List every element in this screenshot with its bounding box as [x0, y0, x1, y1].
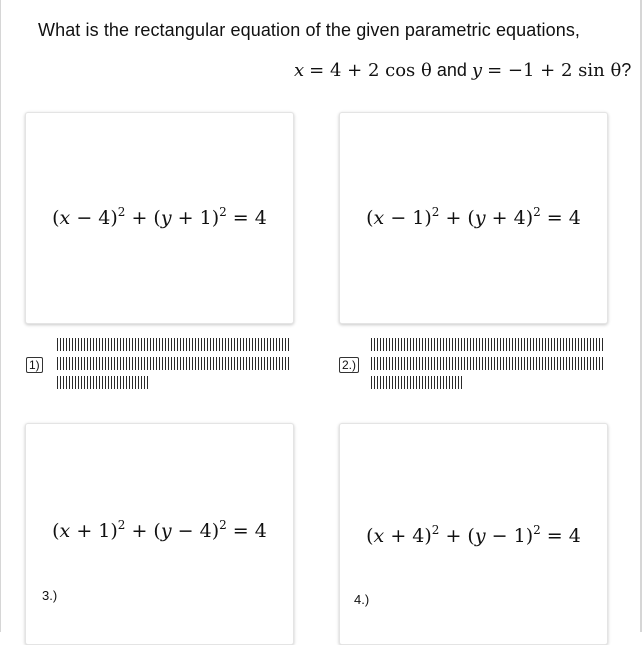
equation-sign: − — [177, 520, 194, 542]
barcode-strip — [371, 357, 604, 370]
equation-value: 4 — [98, 207, 111, 229]
equation-value: 1 — [513, 525, 526, 547]
answer-equation-1: $(x - 4)^2 + (y + 1)^2 = 4$ — [52, 205, 267, 229]
answer-card-2[interactable] — [339, 112, 608, 324]
equation-sign: + — [390, 525, 407, 547]
equation-sign: − — [390, 207, 407, 229]
equation-sign: + — [491, 207, 508, 229]
equation-value: 4 — [199, 520, 212, 542]
equation-value: 4 — [513, 207, 526, 229]
equation-value: 4 — [412, 525, 425, 547]
param-x-expression: = 4 + 2 cos θ — [309, 60, 432, 81]
question-text: What is the rectangular equation of the given parametric equations, — [38, 20, 581, 40]
barcode-strip — [57, 376, 149, 389]
equation-value: 1 — [412, 207, 425, 229]
equation-sign: − — [491, 525, 508, 547]
answer-card-4[interactable] — [339, 423, 608, 645]
equation-rhs: 4 — [254, 207, 267, 229]
equation-sign: − — [76, 207, 93, 229]
answer-equation-3: $(x + 1)^2 + (y - 4)^2 = 4$ — [52, 518, 267, 542]
answer-card-3[interactable] — [25, 423, 294, 645]
answer-card-1[interactable] — [25, 112, 294, 324]
choice-number-3: 3.) — [42, 588, 58, 603]
param-y-expression: = −1 + 2 sin θ — [487, 60, 622, 81]
equation-sign: + — [76, 520, 93, 542]
param-x-variable: x — [294, 60, 305, 81]
page-border-left — [0, 0, 1, 632]
barcode-strip — [371, 338, 604, 351]
equation-rhs: 4 — [254, 520, 267, 542]
barcode-strip — [57, 357, 290, 370]
barcode-strip — [57, 338, 290, 351]
parametric-equations — [294, 60, 631, 81]
param-y-variable: y — [471, 60, 483, 81]
choice-number-4: 4.) — [354, 592, 370, 607]
choice-number-2: 2.) — [339, 357, 359, 373]
equation-rhs: 4 — [568, 207, 581, 229]
barcode-strip — [371, 376, 463, 389]
answer-equation-2: $(x - 1)^2 + (y + 4)^2 = 4$ — [366, 205, 581, 229]
equation-rhs: 4 — [568, 525, 581, 547]
equation-value: 1 — [199, 207, 212, 229]
answer-equation-4: $(x + 4)^2 + (y - 1)^2 = 4$ — [366, 523, 581, 547]
question-mark: ? — [621, 60, 632, 80]
equation-value: 1 — [98, 520, 111, 542]
choice-number-1: 1) — [26, 357, 43, 373]
equation-sign: + — [177, 207, 194, 229]
param-connector: and — [436, 60, 467, 80]
